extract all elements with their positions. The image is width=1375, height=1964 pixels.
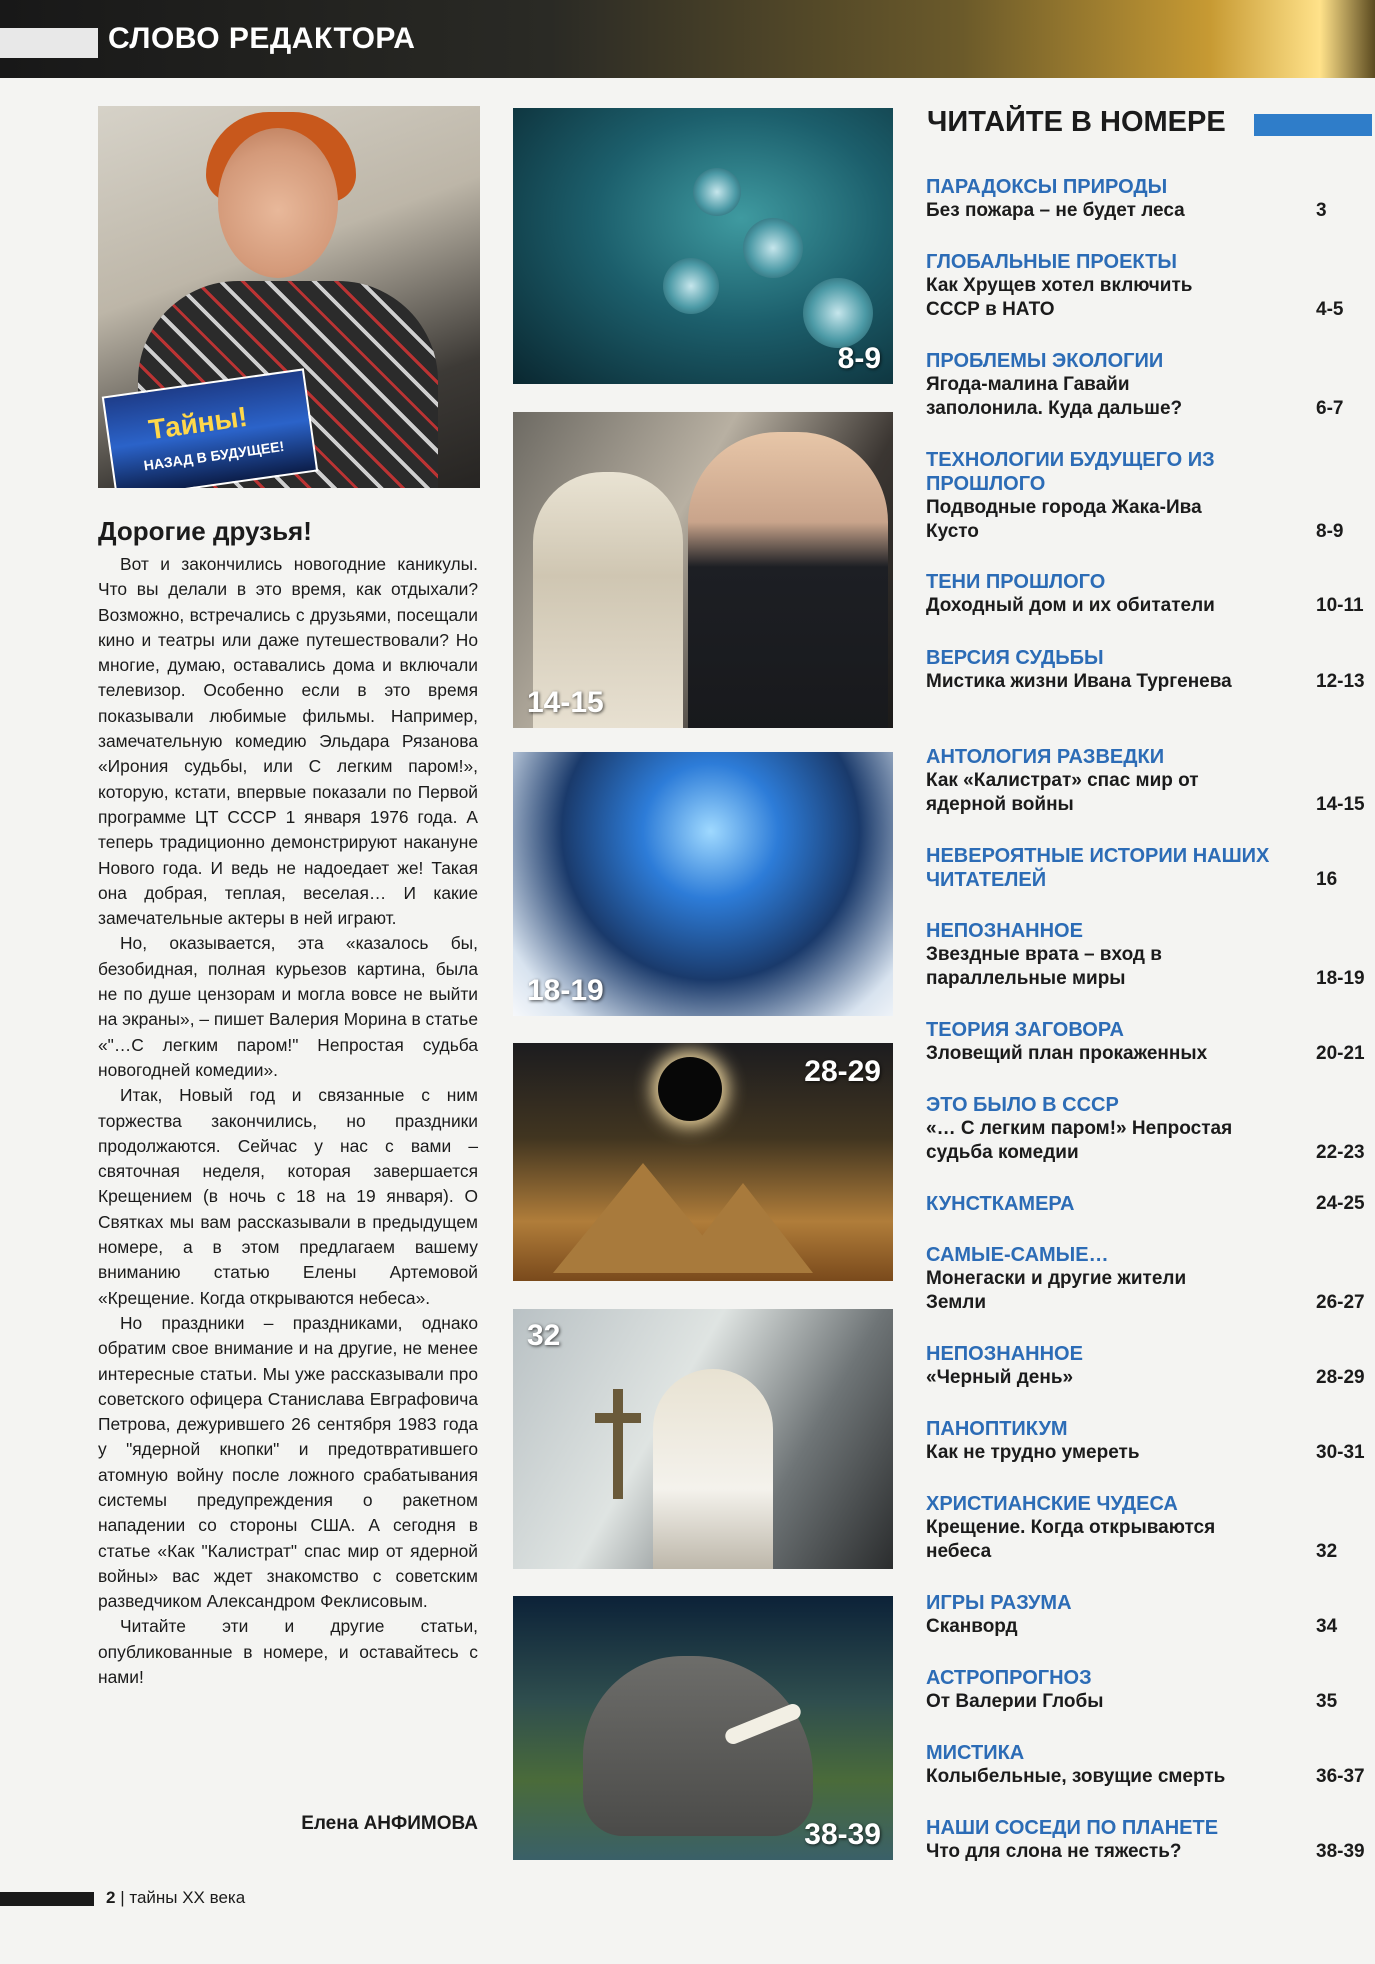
toc-title: Крещение. Когда открываются небеса — [926, 1517, 1216, 1562]
toc-page: 36-37 — [1316, 1766, 1365, 1787]
toc-heading-bar — [1254, 114, 1372, 136]
toc-page: 6-7 — [1316, 398, 1344, 419]
photo-person — [653, 1369, 773, 1569]
editor-letter — [98, 552, 478, 1690]
toc-item[interactable] — [926, 1741, 1365, 1789]
toc-section: НАШИ СОСЕДИ ПО ПЛАНЕТЕ — [926, 1817, 1219, 1839]
header-mark — [0, 28, 98, 58]
toc-title: Колыбельные, зовущие смерть — [926, 1766, 1226, 1787]
magazine-cover — [102, 368, 318, 488]
toc-item[interactable] — [926, 570, 1364, 618]
toc-page: 4-5 — [1316, 299, 1344, 320]
toc-title: Как не трудно умереть — [926, 1442, 1140, 1463]
toc-title: Монегаски и другие жители Земли — [926, 1268, 1187, 1313]
toc-title: Как «Калистрат» спас мир от ядерной войны — [926, 770, 1199, 815]
toc-section: ПРОБЛЕМЫ ЭКОЛОГИИ — [926, 350, 1164, 372]
toc-section: АНТОЛОГИЯ РАЗВЕДКИ — [926, 746, 1165, 768]
toc-page: 34 — [1316, 1616, 1338, 1637]
pyramid-shape — [673, 1183, 813, 1273]
letter-paragraph: Итак, Новый год и связанные с ним торжества закончились, но праздники продолжаются. Сейчас у нас с вами – святочная неделя, которая завершается Крещением (в ночь с 18 на 19 января). О Святках мы вам рассказывали в предыдущем номере, а в этом предлагаем вашему вниманию статью Елены Артемовой «Крещение. Когда открываются небеса». — [98, 1085, 478, 1308]
footer-bar — [0, 1892, 94, 1906]
toc-title: «Черный день» — [926, 1367, 1074, 1388]
toc-title: Мистика жизни Ивана Тургенева — [926, 671, 1232, 692]
toc-section: САМЫЕ-САМЫЕ… — [926, 1244, 1109, 1266]
dome-shape — [663, 258, 719, 314]
toc-item[interactable] — [926, 1492, 1338, 1564]
toc-section: ТЕХНОЛОГИИ БУДУЩЕГО ИЗ ПРОШЛОГО — [926, 449, 1215, 495]
toc-section: ВЕРСИЯ СУДЬБЫ — [926, 647, 1104, 669]
dome-shape — [743, 218, 803, 278]
toc-page: 3 — [1316, 200, 1327, 221]
toc-title: Как Хрущев хотел включить СССР в НАТО — [926, 275, 1193, 320]
page-number: 2 — [106, 1888, 116, 1907]
toc-page: 16 — [1316, 869, 1338, 890]
toc-item[interactable] — [926, 1591, 1338, 1639]
toc-section: ТЕОРИЯ ЗАГОВОРА — [926, 1019, 1124, 1041]
toc-title: Что для слона не тяжесть? — [926, 1841, 1182, 1862]
toc-section: ПАРАДОКСЫ ПРИРОДЫ — [926, 176, 1168, 198]
cross-shape — [613, 1389, 623, 1499]
toc-page: 22-23 — [1316, 1142, 1365, 1163]
cross-shape — [595, 1413, 641, 1423]
toc-item[interactable] — [926, 646, 1365, 694]
toc-title: Без пожара – не будет леса — [926, 200, 1185, 221]
toc-item[interactable] — [926, 1093, 1365, 1165]
toc-page: 20-21 — [1316, 1043, 1365, 1064]
photo-veterans[interactable] — [513, 412, 893, 728]
toc-item[interactable] — [926, 1417, 1365, 1465]
toc-item[interactable] — [926, 1243, 1365, 1315]
letter-paragraph: Вот и закончились новогодние каникулы. Что вы делали в это время, как отдыхали? Возможно, встречались с друзьями, посещали кино и театры или даже путешествовали? Но многие, думаю, оставались дома и включали телевизор. Особенно если в это время показывали любимые фильмы. Например, замечательную комедию Эльдара Рязанова «Ирония судьбы, или С легким паром!», которую, кстати, впервые показали по Первой программе ЦТ СССР 1 января 1976 года. А теперь традиционно демонстрируют накануне Нового года. И ведь не надоедает же! Такая она добрая, теплая, веселая… И какие замечательные актеры в ней играют. — [98, 554, 478, 929]
photo-star-gate[interactable] — [513, 752, 893, 1016]
toc-item[interactable] — [926, 745, 1365, 817]
photo-elephant[interactable] — [513, 1596, 893, 1860]
toc-page: 30-31 — [1316, 1442, 1365, 1463]
toc-item[interactable] — [926, 844, 1338, 892]
toc-item[interactable] — [926, 175, 1327, 223]
letter-signature: Елена АНФИМОВА — [301, 1813, 478, 1834]
toc-item[interactable] — [926, 1666, 1338, 1714]
toc-title: Звездные врата – вход в параллельные миры — [926, 944, 1162, 989]
toc-item[interactable] — [926, 250, 1344, 322]
letter-paragraph: Но праздники – праздниками, однако обратим свое внимание и на другие, не менее интересные статьи. Мы уже рассказывали про советского офицера Станислава Евграфовича Петрова, дежурившего 26 сентября 1983 года у "ядерной кнопки" и предотвратившего атомную войну после ложного срабатывания системы предупреждения о ракетном нападении со стороны США. А сегодня в статье «Как "Калистрат" спас мир от ядерной войны» вас ждет знакомство с советским разведчиком Александром Феклисовым. — [98, 1312, 478, 1612]
toc-page: 28-29 — [1316, 1367, 1365, 1388]
toc-item[interactable] — [926, 1816, 1365, 1864]
toc-page: 38-39 — [1316, 1841, 1365, 1862]
toc-section: ПАНОПТИКУМ — [926, 1418, 1068, 1440]
magazine-name: тайны XX века — [129, 1888, 246, 1907]
toc-page: 10-11 — [1316, 595, 1364, 616]
photo-page-label: 32 — [527, 1319, 561, 1352]
photo-page-label: 8-9 — [837, 342, 881, 375]
editor-face — [218, 128, 338, 278]
toc-page: 24-25 — [1316, 1193, 1365, 1214]
magazine-title: Тайны! — [146, 400, 250, 446]
toc-item[interactable] — [926, 1342, 1365, 1390]
toc-title: Подводные города Жака-Ива Кусто — [926, 497, 1202, 542]
toc-item[interactable] — [926, 349, 1344, 421]
toc-title: Ягода-малина Гавайи заполонила. Куда дальше? — [926, 374, 1183, 419]
eclipse-shape — [658, 1057, 722, 1121]
toc-page: 14-15 — [1316, 794, 1365, 815]
photo-underwater-cities[interactable] — [513, 108, 893, 384]
photo-page-label: 14-15 — [527, 686, 604, 719]
dome-shape — [803, 278, 873, 348]
footer-separator: | — [120, 1888, 130, 1907]
footer-text — [106, 1888, 245, 1908]
toc-page: 12-13 — [1316, 671, 1365, 692]
toc-item[interactable] — [926, 919, 1365, 991]
photo-person — [688, 432, 888, 728]
toc-title: Зловещий план прокаженных — [926, 1043, 1208, 1064]
toc-section: МИСТИКА — [926, 1742, 1025, 1764]
magazine-caption: НАЗАД В БУДУЩЕЕ! — [142, 437, 286, 474]
toc-page: 26-27 — [1316, 1292, 1365, 1313]
photo-eclipse-pyramids[interactable] — [513, 1043, 893, 1281]
toc-heading: ЧИТАЙТЕ В НОМЕРЕ — [927, 106, 1226, 138]
toc-section: ЭТО БЫЛО В СССР — [926, 1094, 1119, 1116]
toc-title: Сканворд — [926, 1616, 1018, 1637]
toc-section: НЕПОЗНАННОЕ — [926, 1343, 1083, 1365]
toc-page: 18-19 — [1316, 968, 1365, 989]
toc-section: ХРИСТИАНСКИЕ ЧУДЕСА — [926, 1493, 1178, 1515]
toc-item[interactable] — [926, 448, 1344, 544]
toc-page: 32 — [1316, 1541, 1338, 1562]
toc-section: ГЛОБАЛЬНЫЕ ПРОЕКТЫ — [926, 251, 1177, 273]
toc-page: 8-9 — [1316, 521, 1344, 542]
toc-item[interactable] — [926, 1018, 1365, 1066]
letter-paragraph: Но, оказывается, эта «казалось бы, безобидная, полная курьезов картина, была не по душе цензорам и могла вовсе не выйти на экраны», – пишет Валерия Морина в статье «"…С легким паром!" Непростая судьба новогодней комедии». — [98, 933, 478, 1080]
toc-section: НЕВЕРОЯТНЫЕ ИСТОРИИ НАШИХ ЧИТАТЕЛЕЙ — [926, 845, 1270, 891]
dome-shape — [693, 168, 741, 216]
letter-greeting: Дорогие друзья! — [98, 516, 312, 546]
section-header — [0, 0, 1375, 78]
letter-paragraph: Читайте эти и другие статьи, опубликованные в номере, и оставайтесь с нами! — [98, 1616, 478, 1688]
toc-section: КУНСТКАМЕРА — [926, 1193, 1075, 1215]
photo-page-label: 38-39 — [804, 1818, 881, 1851]
toc-section: АСТРОПРОГНОЗ — [926, 1667, 1092, 1689]
photo-page-label: 28-29 — [804, 1055, 881, 1088]
toc-section: НЕПОЗНАННОЕ — [926, 920, 1083, 942]
editor-photo — [98, 106, 480, 488]
elephant-shape — [583, 1656, 813, 1836]
photo-page-label: 18-19 — [527, 974, 604, 1007]
page-footer — [0, 1888, 1375, 1912]
toc-title: От Валерии Глобы — [926, 1691, 1104, 1712]
photo-epiphany[interactable] — [513, 1309, 893, 1569]
toc-item[interactable] — [926, 1192, 1365, 1216]
toc-page: 35 — [1316, 1691, 1338, 1712]
toc-title: Доходный дом и их обитатели — [926, 595, 1215, 616]
section-title: СЛОВО РЕДАКТОРА — [108, 22, 416, 55]
toc-title: «… С легким паром!» Непростая судьба комедии — [926, 1118, 1233, 1163]
toc-section: ИГРЫ РАЗУМА — [926, 1592, 1072, 1614]
toc-section: ТЕНИ ПРОШЛОГО — [926, 571, 1106, 593]
